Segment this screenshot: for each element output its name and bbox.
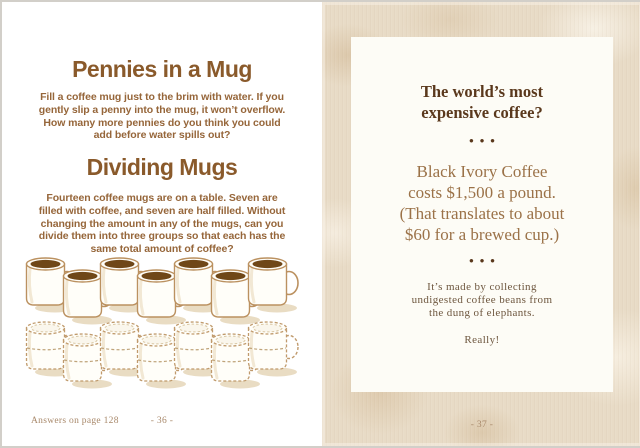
right-page [322, 2, 640, 446]
detail-line: It’s made by collecting [427, 281, 537, 293]
text-line: divide them into three groups so that each has the [38, 230, 286, 243]
page-number-left: - 36 - [150, 416, 174, 426]
text-line: How many more pennies do you think you could [43, 116, 281, 129]
dots-separator-icon: ••• [469, 253, 501, 268]
fact-line: costs $1,500 a pound. [408, 183, 556, 202]
detail-line: undigested coffee beans from [411, 294, 553, 306]
text-line: add before water spills out? [93, 129, 231, 142]
puzzle-text-dividing [22, 192, 302, 256]
fact-card-title [421, 81, 543, 123]
full-mug-icon [244, 253, 302, 315]
puzzle-title-dividing: Dividing Mugs [86, 154, 238, 180]
left-page [2, 2, 322, 446]
puzzle-title-pennies: Pennies in a Mug [72, 56, 252, 82]
dots-separator-icon: ••• [469, 133, 501, 148]
exclamation-text: Really! [464, 334, 500, 346]
title-line: The world’s most [420, 82, 544, 101]
answers-note: Answers on page 128 [31, 416, 119, 426]
mug-row-half [2, 317, 322, 391]
text-line: Fill a coffee mug just to the brim with water. If you [40, 91, 284, 103]
text-line: Fourteen coffee mugs are on a table. Seven are [46, 192, 278, 204]
fact-line: Black Ivory Coffee [416, 162, 548, 181]
text-line: gently slip a penny into the mug, it won’t overflow. [38, 103, 286, 116]
text-line: same total amount of coffee? [90, 243, 234, 256]
fact-card [351, 37, 613, 392]
fact-text [400, 161, 565, 245]
coffee-mug-half [244, 317, 302, 379]
mug-row-full [2, 253, 322, 327]
puzzle-text-pennies [22, 91, 302, 142]
text-line: filled with coffee, and seven are half filled. Without [38, 204, 286, 217]
fact-detail-text [412, 281, 553, 320]
text-line: changing the amount in any of the mugs, can you [40, 217, 284, 230]
page-number-right: - 37 - [470, 420, 494, 430]
fact-line: $60 for a brewed cup.) [404, 225, 560, 244]
detail-line: the dung of elephants. [429, 307, 535, 319]
fact-line: (That translates to about [399, 204, 565, 223]
coffee-mug-full [244, 253, 302, 315]
half-mug-icon [244, 317, 302, 379]
left-page-footer [2, 416, 322, 430]
title-line: expensive coffee? [421, 103, 543, 122]
